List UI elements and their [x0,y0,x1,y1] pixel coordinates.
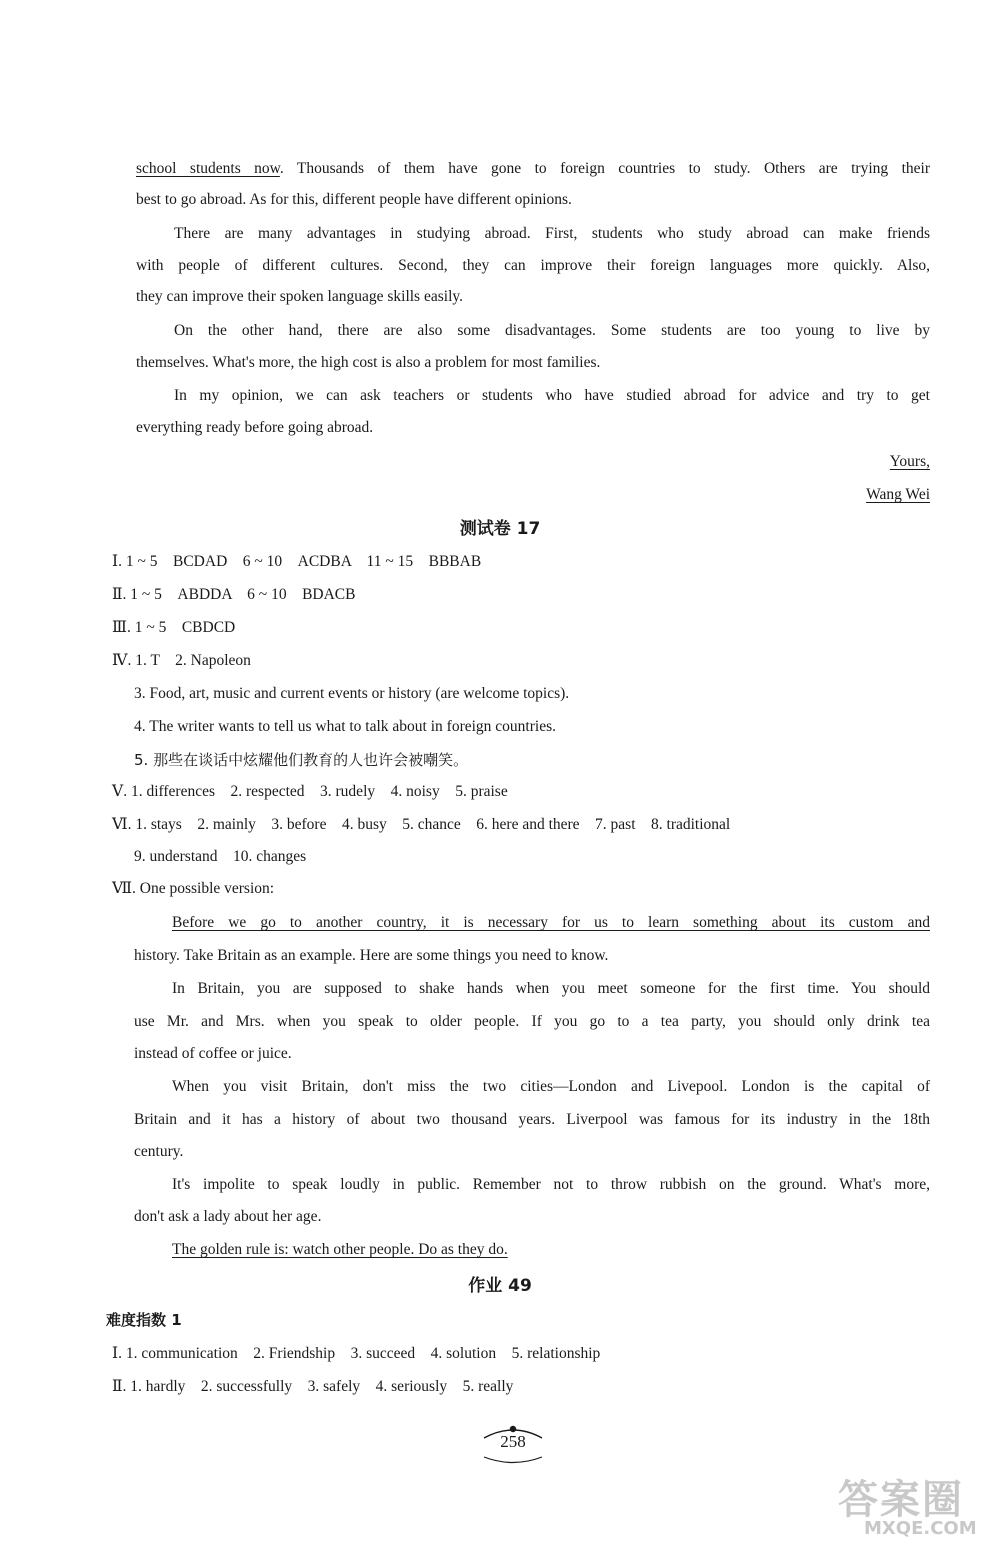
answer-line: Ⅵ. 1. stays 2. mainly 3. before 4. busy 5. chance 6. here and there 7. past 8. traditional [112,816,731,833]
letter-line: with people of different cultures. Second, they can improve their foreign languages more quickly. Also, [136,257,930,274]
underlined-phrase: school students now [136,160,280,177]
letter-signature: Wang Wei [866,486,930,503]
essay-line: Britain and it has a history of about two thousand years. Liverpool was famous for its industry in the 18th [134,1111,930,1128]
answer-line: Ⅳ. 1. T 2. Napoleon [112,652,251,669]
essay-line: It's impolite to speak loudly in public. Remember not to throw rubbish on the ground. What's more, [172,1176,930,1193]
answer-line: 5. 那些在谈话中炫耀他们教育的人也许会被嘲笑。 [134,751,469,769]
essay-line: use Mr. and Mrs. when you speak to older people. If you go to a tea party, you should only drink tea [134,1013,930,1030]
section-title: 作业 49 [468,1276,532,1296]
page-number [478,1424,548,1464]
letter-line: themselves. What's more, the high cost is also a problem for most families. [136,354,601,371]
letter-line: On the other hand, there are also some disadvantages. Some students are too young to live by [174,322,930,339]
essay-line: Before we go to another country, it is necessary for us to learn something about its custom and [172,914,930,931]
watermark-text: 答案圈 [838,1477,964,1523]
answer-line: Ⅶ. One possible version: [112,880,275,897]
essay-line: history. Take Britain as an example. Here are some things you need to know. [134,947,609,964]
essay-line: don't ask a lady about her age. [134,1208,322,1225]
letter-text: . Thousands of them have gone to foreign countries to study. Others are trying their [279,160,930,177]
letter-line [136,158,930,180]
letter-line: they can improve their spoken language skills easily. [136,288,463,305]
letter-closing: Yours, [889,453,930,470]
answer-line: 3. Food, art, music and current events or history (are welcome topics). [134,685,570,702]
letter-line: best to go abroad. As for this, different people have different opinions. [136,191,572,208]
essay-line: The golden rule is: watch other people. Do as they do. [172,1241,508,1258]
section-title: 测试卷 17 [459,519,541,539]
answer-line: Ⅰ. 1. communication 2. Friendship 3. succeed 4. solution 5. relationship [112,1345,601,1362]
answer-line: 9. understand 10. changes [134,848,307,865]
essay-line: century. [134,1143,184,1160]
watermark-url: MXQE.COM [864,1518,977,1539]
difficulty-label: 难度指数 1 [106,1311,182,1329]
answer-line: 4. The writer wants to tell us what to talk about in foreign countries. [134,718,556,735]
answer-line: Ⅰ. 1 ~ 5 BCDAD 6 ~ 10 ACDBA 11 ~ 15 BBBAB [112,553,482,570]
essay-line: When you visit Britain, don't miss the two cities—London and Livepool. London is the capital of [172,1078,930,1095]
letter-line: everything ready before going abroad. [136,419,374,436]
essay-line: instead of coffee or juice. [134,1045,292,1062]
essay-line: In Britain, you are supposed to shake hands when you meet someone for the first time. You should [172,980,930,997]
answer-line: Ⅴ. 1. differences 2. respected 3. rudely 4. noisy 5. praise [112,783,508,800]
answer-line: Ⅱ. 1 ~ 5 ABDDA 6 ~ 10 BDACB [112,586,356,603]
page-number-text: 258 [500,1432,526,1451]
letter-line: In my opinion, we can ask teachers or students who have studied abroad for advice and try to get [174,387,930,404]
answer-line: Ⅱ. 1. hardly 2. successfully 3. safely 4. seriously 5. really [112,1378,514,1395]
watermark-logo [838,1468,988,1538]
letter-line: There are many advantages in studying abroad. First, students who study abroad can make friends [174,225,930,242]
answer-line: Ⅲ. 1 ~ 5 CBDCD [112,619,236,636]
